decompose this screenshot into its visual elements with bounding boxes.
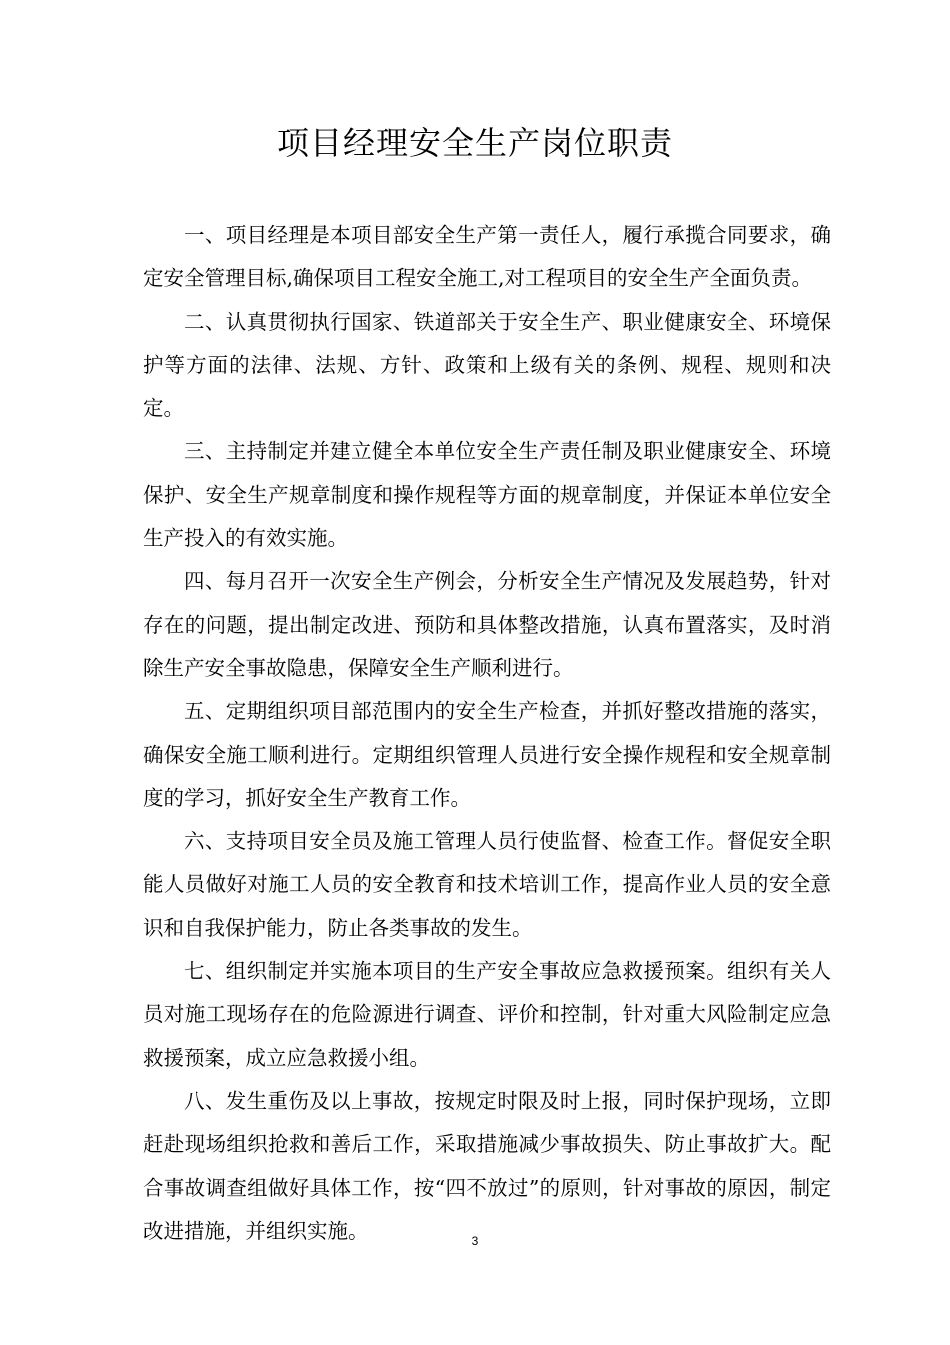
page-number: 3 [471, 1234, 479, 1248]
duty-paragraph-5: 五、定期组织项目部范围内的安全生产检查，并抓好整改措施的落实，确保安全施工顺利进行。定期组织管理人员进行安全操作规程和安全规章制度的学习，抓好安全生产教育工作。 [143, 699, 831, 810]
duty-paragraph-1: 一、项目经理是本项目部安全生产第一责任人，履行承揽合同要求，确定安全管理目标,确保项目工程安全施工,对工程项目的安全生产全面负责。 [143, 223, 831, 291]
duty-paragraph-6: 六、支持项目安全员及施工管理人员行使监督、检查工作。督促安全职能人员做好对施工人员的安全教育和技术培训工作，提高作业人员的安全意识和自我保护能力，防止各类事故的发生。 [143, 829, 831, 940]
duty-paragraph-2: 二、认真贯彻执行国家、铁道部关于安全生产、职业健康安全、环境保护等方面的法律、法规、方针、政策和上级有关的条例、规程、规则和决定。 [143, 309, 831, 421]
duty-paragraph-8: 八、发生重伤及以上事故，按规定时限及时上报，同时保护现场，立即赶赴现场组织抢救和善后工作，采取措施减少事故损失、防止事故扩大。配合事故调查组做好具体工作，按“四不放过”的原则，针对事故的原因，制定改进措施，并组织实施。 [143, 1088, 831, 1243]
duty-paragraph-7: 七、组织制定并实施本项目的生产安全事故应急救援预案。组织有关人员对施工现场存在的危险源进行调查、评价和控制，针对重大风险制定应急救援预案，成立应急救援小组。 [143, 959, 831, 1070]
document-body [143, 214, 831, 1253]
duty-paragraph-4: 四、每月召开一次安全生产例会，分析安全生产情况及发展趋势，针对存在的问题，提出制定改进、预防和具体整改措施，认真布置落实，及时消除生产安全事故隐患，保障安全生产顺利进行。 [143, 569, 831, 680]
duty-paragraph-3: 三、主持制定并建立健全本单位安全生产责任制及职业健康安全、环境保护、安全生产规章制度和操作规程等方面的规章制度，并保证本单位安全生产投入的有效实施。 [143, 439, 831, 551]
document-title: 项目经理安全生产岗位职责 [276, 124, 673, 162]
